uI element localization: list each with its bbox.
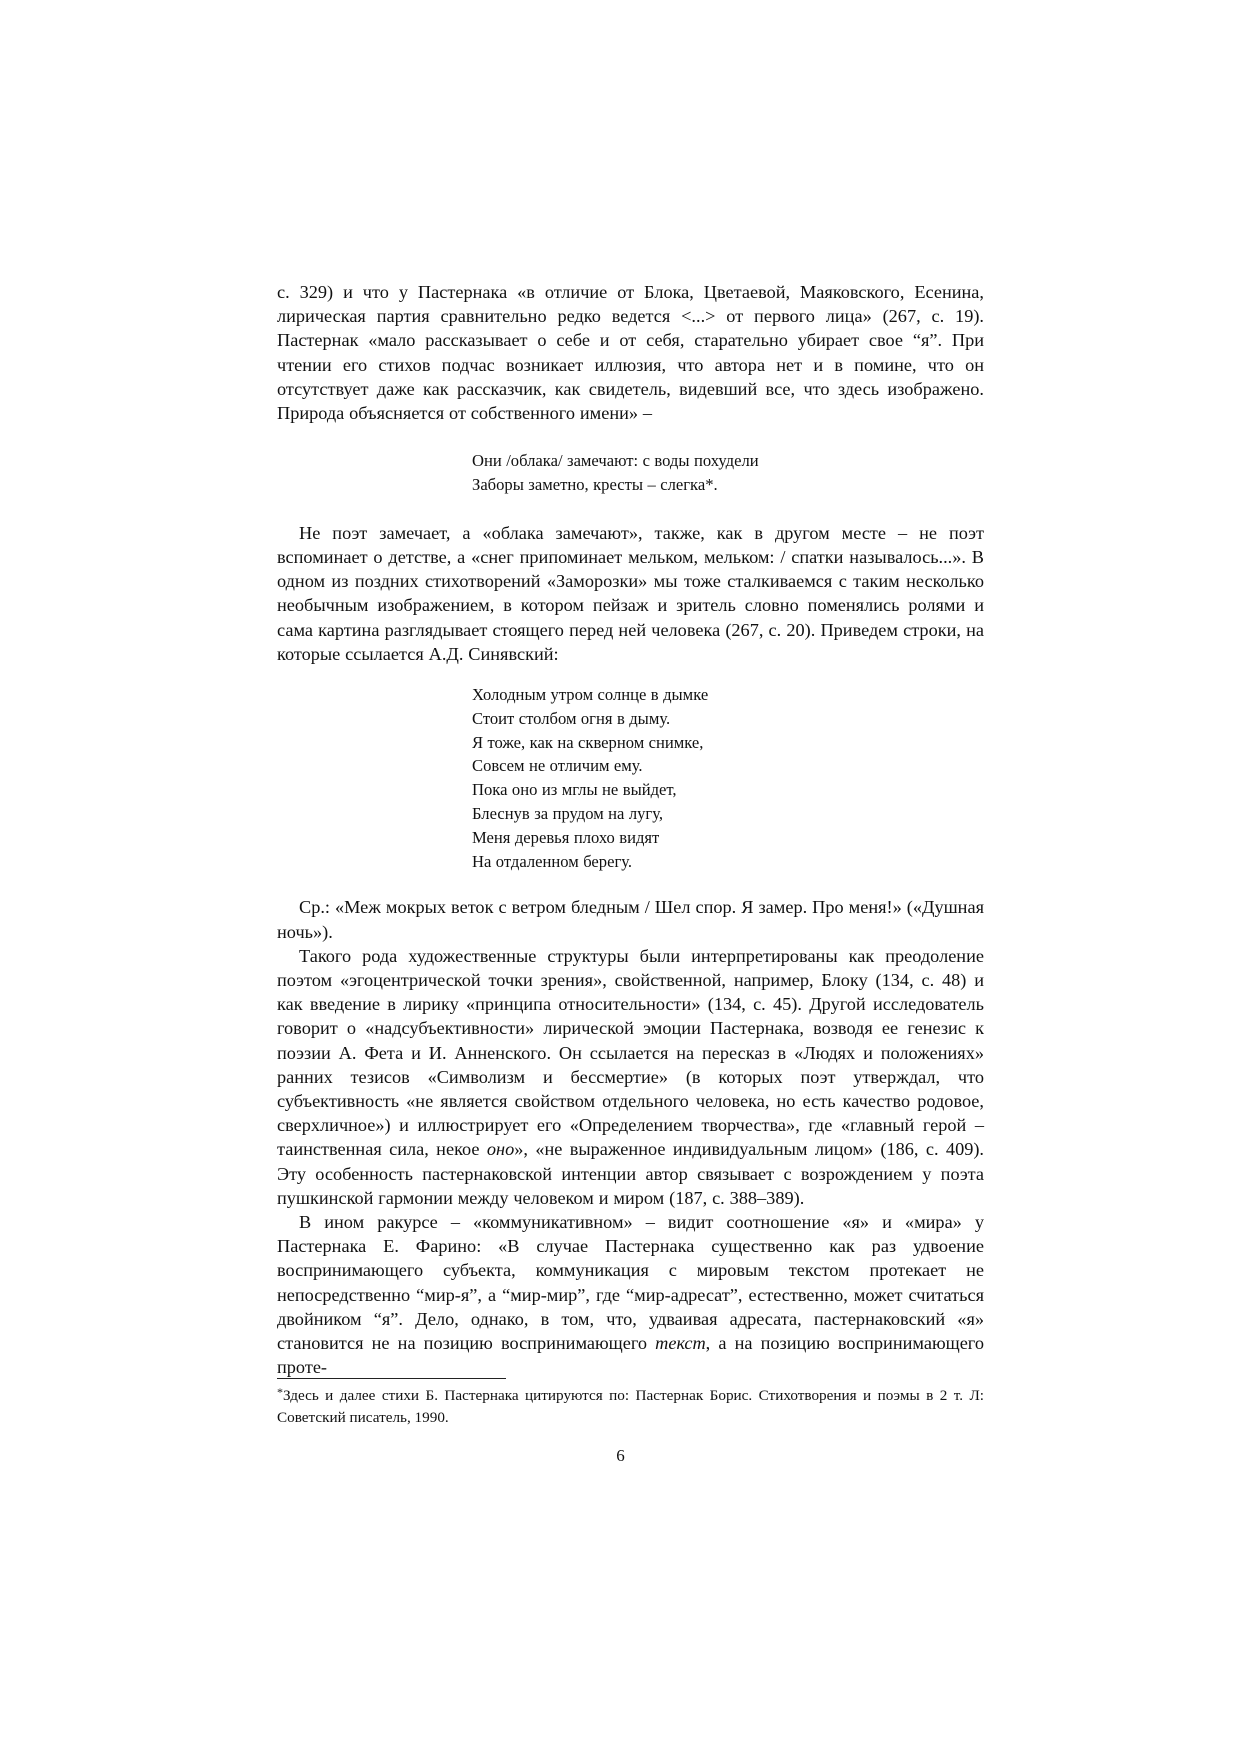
paragraph-3: Ср.: «Меж мокрых веток с ветром бледным / Шел спор. Я замер. Про меня!» («Душная ночь»). [277,897,984,942]
verse-line: Они /облака/ замечают: с воды похудели [472,451,759,471]
verse-line: Стоит столбом огня в дыму. [472,708,671,728]
verse-line: Я тоже, как на скверном снимке, [472,732,704,752]
verse-line: Блеснув за прудом на лугу, [472,804,664,824]
footnote-text: Здесь и далее стихи Б. Пастернака цитируются по: Пастернак Борис. Стихотворения и поэмы в 2 т. Л: Советский писатель, 1990. [277,1387,984,1426]
verse-line: Пока оно из мглы не выйдет, [472,780,677,800]
paragraph-1: с. 329) и что у Пастернака «в отличие от Блока, Цветаевой, Маяковского, Есенина, лирическая партия сравнительно редко ведется <...> от первого лица» (267, с. 19). Пастернак «мало рассказывает о себе и от себя, старательно убирает свое “я”. При чтении его стихов подчас возникает иллюзия, что автора нет и в помине, что он отсутствует даже как рассказчик, как свидетель, видевший все, что здесь изображено. Природа объясняется от собственного имени» – [277,282,984,424]
paragraph-5-text-end: , а на позицию воспринимающего проте- [277,1333,984,1378]
verse-line: Совсем не отличим ему. [472,756,643,776]
paragraph-4-text: Такого рода художественные структуры были интерпретированы как преодоление поэтом «эгоцентрической точки зрения», свойственной, например, Блоку (134, с. 48) и как введение в лирику «принципа относительности» (134, с. 45). Другой исследователь говорит о «надсубъективности» лирической эмоции Пастернака, возводя ее генезис к поэзии А. Фета и И. Анненского. Он ссылается на пересказ в «Людях и положениях» ранних тезисов «Символизм и бессмертие» (в которых поэт утверждал, что субъективность «не является свойством отдельного человека, но есть качество родовое, сверхличное») и иллюстрирует его «Определением творчества», где «главный герой – таинственная сила, некое [277,945,984,1160]
paragraph-4-text-end: », «не выраженное индивидуальным лицом» (186, с. 409). Эту особенность пастернаковской интенции автор связывает с возрождением у поэта пушкинской гармонии между человеком и миром (187, с. 388–389). [277,1139,985,1208]
paragraph-2: Не поэт замечает, а «облака замечают», также, как в другом месте – не поэт вспоминает о детстве, а «снег припоминает мельком, мельком: / спатки называлось...». В одном из поздних стихотворений «Заморозки» мы тоже сталкиваемся с таким несколько необычным изображением, в котором пейзаж и зритель словно поменялись ролями и сама картина разглядывает стоящего перед ней человека (267, с. 20). Приведем строки, на которые ссылается А.Д. Синявский: [277,522,984,664]
verse-line: Меня деревья плохо видят [472,827,660,847]
verse-line: На отдаленном берегу. [472,851,633,871]
verse-quote-2 [472,683,984,873]
paragraph-4-italic: оно [486,1139,515,1160]
verse-quote-1 [472,449,984,497]
paragraph-5-italic: текст [655,1333,706,1354]
page-number: 6 [616,1446,625,1465]
paragraph-5-text: В ином ракурсе – «коммуникативном» – видит соотношение «я» и «мира» у Пастернака Е. Фарино: «В случае Пастернака существенно как раз удвоение воспринимающего субъекта, коммуникация с мировым текстом протекает не непосредственно “мир-я”, а “мир-мир”, где “мир-адресат”, естественно, может считаться двойником “я”. Дело, однако, в том, что, удваивая адресата, пастернаковский «я» становится не на позицию воспринимающего [277,1212,984,1354]
footnote-mark: * [277,1385,283,1399]
page-body [277,280,984,1379]
paragraph-4 [277,944,984,1210]
footnote-divider [277,1378,506,1379]
footnote [277,1385,984,1428]
verse-line: Холодным утром солнце в дымке [472,685,709,705]
paragraph-5 [277,1210,984,1379]
verse-line: Заборы заметно, кресты – слегка*. [472,475,718,495]
